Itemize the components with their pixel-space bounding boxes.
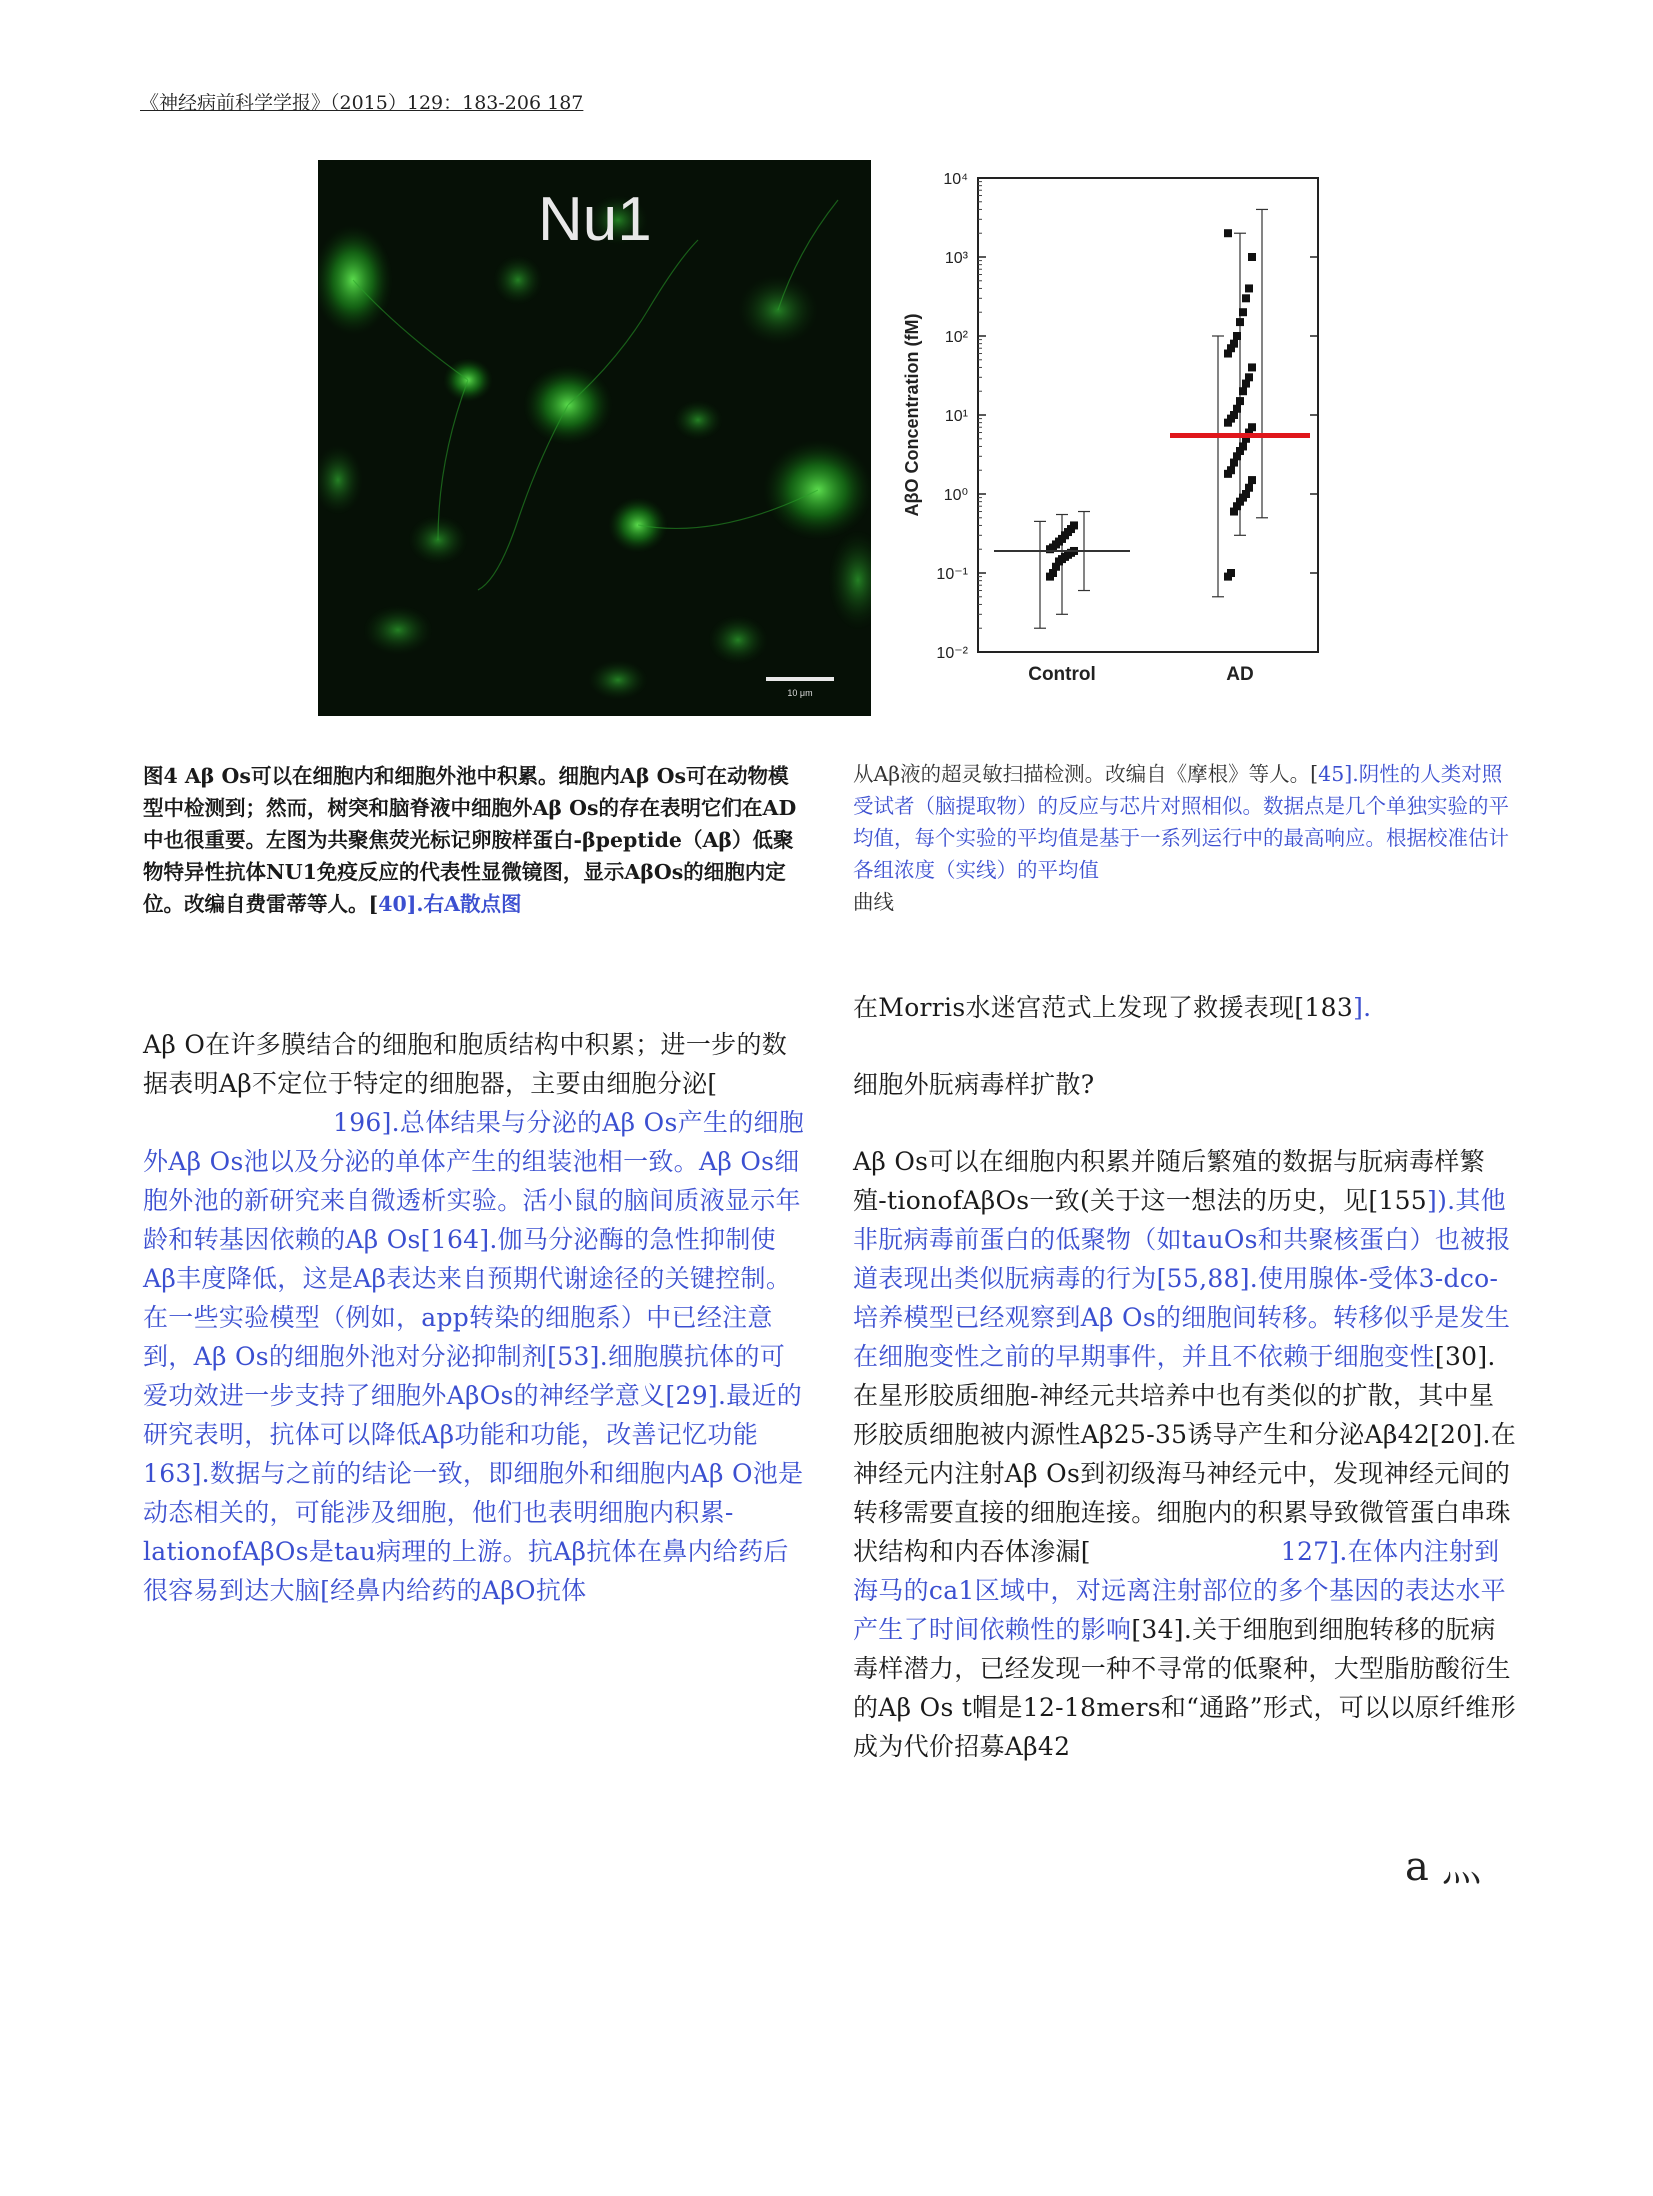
x-category-label: Control (1028, 664, 1096, 685)
scale-bar (766, 677, 834, 681)
data-point (1242, 294, 1250, 302)
caption-right-tail: 曲线 (853, 890, 894, 914)
left-paragraph-start: Aβ O在许多膜结合的细胞和胞质结构中积累；进一步的数据表明Aβ不定位于特定的细胞器，主要由细胞分泌[ (143, 1030, 788, 1098)
data-point (1239, 308, 1247, 316)
data-point (1070, 521, 1078, 529)
right-column (853, 988, 1518, 1766)
data-point (1233, 405, 1241, 413)
y-tick-label: 10⁻¹ (936, 566, 968, 583)
micrograph-panel (318, 160, 871, 716)
y-tick-label: 10¹ (944, 408, 968, 425)
figure-caption-right (853, 758, 1513, 918)
left-column (143, 1025, 808, 1610)
right-paragraph-link-1[interactable]: ]).其他非朊病毒前蛋白的低聚物（如tauOs和共聚核蛋白）也被报道表现出类似朊病毒的行为[55,88].使用腺体-受体3-dco-培养模型已经观察到Aβ Os的细胞间转移。转移似乎是发生在细胞变性之前的早期事件，并且不依赖于细胞变性 (853, 1186, 1511, 1371)
figure-caption-left (143, 760, 803, 920)
section-heading: 细胞外朊病毒样扩散? (853, 1070, 1095, 1099)
right-paragraph-top-citation[interactable]: ]. (1353, 993, 1372, 1022)
data-point (1227, 569, 1235, 577)
caption-left-citation[interactable]: 40].右A散点图 (378, 892, 522, 916)
caption-right-citation[interactable]: 45].阴性的人类对照受试者（脑提取物）的反应与芯片对照相似。数据点是几个单独实验的平均值，每个实验的平均值是基于一系列运行中的最高响应。根据校准估计各组浓度（实线）的平均值 (853, 762, 1509, 882)
y-tick-label: 10⁻² (936, 645, 968, 662)
data-point (1245, 484, 1253, 492)
chart-svg (890, 160, 1350, 720)
corner-mark: a 灬 (1405, 1844, 1482, 1890)
right-paragraph-top (853, 988, 1518, 1027)
data-point (1245, 284, 1253, 292)
y-tick-label: 10⁴ (943, 171, 968, 188)
data-point (1239, 387, 1247, 395)
data-point (1248, 423, 1256, 431)
data-point (1224, 229, 1232, 237)
data-point (1233, 332, 1241, 340)
y-tick-label: 10⁰ (943, 487, 968, 504)
right-paragraph-link-2[interactable]: 127].在体内注射到海马的ca1区域中，对远离注射部位的多个基因的表达水平产生了时间依赖性的影响 (853, 1537, 1506, 1644)
y-tick-label: 10³ (944, 250, 968, 267)
data-point (1227, 466, 1235, 474)
data-point (1239, 442, 1247, 450)
data-point (1236, 397, 1244, 405)
caption-left-text: 图4 Aβ Os可以在细胞内和细胞外池中积累。细胞内Aβ Os可在动物模型中检测到；然而，树突和脑脊液中细胞外Aβ Os的存在表明它们在AD中也很重要。左图为共聚焦荧光标记卵胺样蛋白-βpeptide（Aβ）低聚物特异性抗体NU1免疫反应的代表性显微镜图，显示AβOs的细胞内定位。改编自费雷蒂等人。[ (143, 764, 797, 916)
left-paragraph (143, 1025, 808, 1610)
caption-right-text: 从Aβ液的超灵敏扫描检测。改编自《摩根》等人。[ (853, 762, 1319, 786)
scale-bar-label: 10 μm (787, 688, 813, 698)
y-axis-label: AβO Concentration (fM) (902, 313, 922, 517)
data-point (1230, 340, 1238, 348)
journal-header: 《神经病前科学学报》（2015）129：183-206 187 (140, 92, 584, 114)
data-point (1248, 363, 1256, 371)
x-category-label: AD (1226, 664, 1254, 685)
right-paragraph-text-1: Aβ Os可以在细胞内积累并随后繁殖的数据与朊病毒样繁殖-tionofAβOs一致(关于这一想法的历史，见[155 (853, 1147, 1485, 1215)
right-paragraph-text-2: [30].在星形胶质细胞-神经元共培养中也有类似的扩散，其中星形胶质细胞被内源性Aβ25-35诱导产生和分泌Aβ42[20].在神经元内注射Aβ Os到初级海马神经元中，发现神经元间的转移需要直接的细胞连接。细胞内的积累导致微管蛋白串珠状结构和内吞体渗漏[ (853, 1342, 1517, 1566)
micrograph-image (318, 160, 871, 716)
right-paragraph-text-3: [34].关于细胞到细胞转移的朊病毒样潜力，已经发现一种不寻常的低聚种，大型脂肪酸衍生的Aβ Os t帽是12-18mers和“通路”形式，可以以原纤维形成为代价招募Aβ42 (853, 1615, 1516, 1761)
data-point (1248, 253, 1256, 261)
y-tick-label: 10² (944, 329, 968, 346)
left-paragraph-linked[interactable]: 196].总体结果与分泌的Aβ Os产生的细胞外Aβ Os池以及分泌的单体产生的组装池相一致。Aβ Os细胞外池的新研究来自微透析实验。活小鼠的脑间质液显示年龄和转基因依赖的Aβ Os[164].伽马分泌酶的急性抑制使Aβ丰度降低，这是Aβ表达来自预期代谢途径的关键控制。在一些实验模型（例如，app转染的细胞系）中已经注意到，Aβ Os的细胞外池对分泌抑制剂[53].细胞膜抗体的可爱功效进一步支持了细胞外AβOs的神经学意义[29].最近的研究表明，抗体可以降低Aβ功能和功能，改善记忆功能163].数据与之前的结论一致，即细胞外和细胞内Aβ O池是动态相关的，可能涉及细胞，他们也表明细胞内积累-lationofAβOs是tau病理的上游。抗Aβ抗体在鼻内给药后很容易到达大脑[经鼻内给药的AβO抗体 (143, 1108, 805, 1605)
data-point (1248, 476, 1256, 484)
micrograph-label: Nu1 (538, 185, 652, 254)
plot-frame (978, 178, 1318, 652)
data-point (1236, 318, 1244, 326)
scatter-chart (890, 160, 1350, 720)
data-point (1245, 373, 1253, 381)
right-paragraph-main (853, 1142, 1518, 1766)
right-paragraph-top-text: 在Morris水迷宫范式上发现了救援表现[183 (853, 993, 1354, 1022)
